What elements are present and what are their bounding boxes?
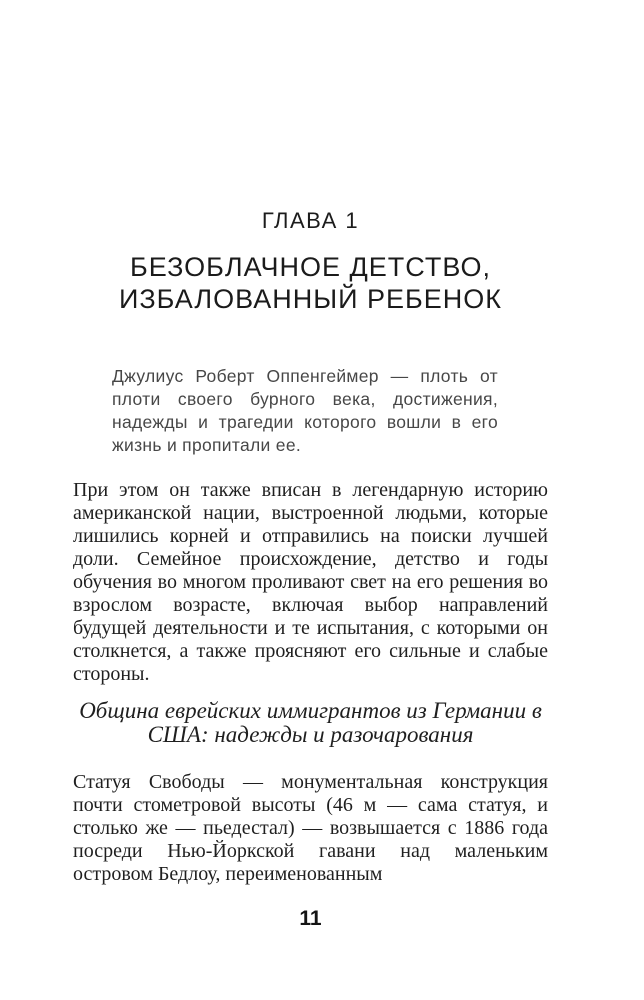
chapter-label: ГЛАВА 1 bbox=[261, 208, 360, 233]
epigraph: Джулиус Роберт Оппенгеймер — плоть от плоти своего бурного века, достижения, надежды и трагедии которого вошли в его жизнь и пропитали ее. bbox=[112, 366, 498, 455]
section-paragraph: Статуя Свободы — монументальная конструкция почти стометровой высоты (46 м — сама статуя, и столько же — пьедестал) — возвышается с 1886 года посреди Нью-Йоркской гавани над маленьким островом Бедлоу, переименованным bbox=[73, 771, 548, 885]
section-heading: Община еврейских иммигрантов из Германии в США: надежды и разочарования bbox=[79, 698, 542, 747]
page-number: 11 bbox=[299, 907, 322, 930]
body-paragraph: При этом он также вписан в легендарную историю американской нации, выстроенной людьми, которые лишились корней и отправились на поиски лучшей доли. Семейное происхождение, детство и годы обучения во многом проливают свет на его решения во взрослом возрасте, включая выбор направлений будущей деятельности и те испытания, с которыми он столкнется, а также проясняют его сильные и слабые стороны. bbox=[73, 479, 548, 685]
chapter-title: БЕЗОБЛАЧНОЕ ДЕТСТВО, ИЗБАЛОВАННЫЙ РЕБЕНОК bbox=[118, 252, 503, 314]
